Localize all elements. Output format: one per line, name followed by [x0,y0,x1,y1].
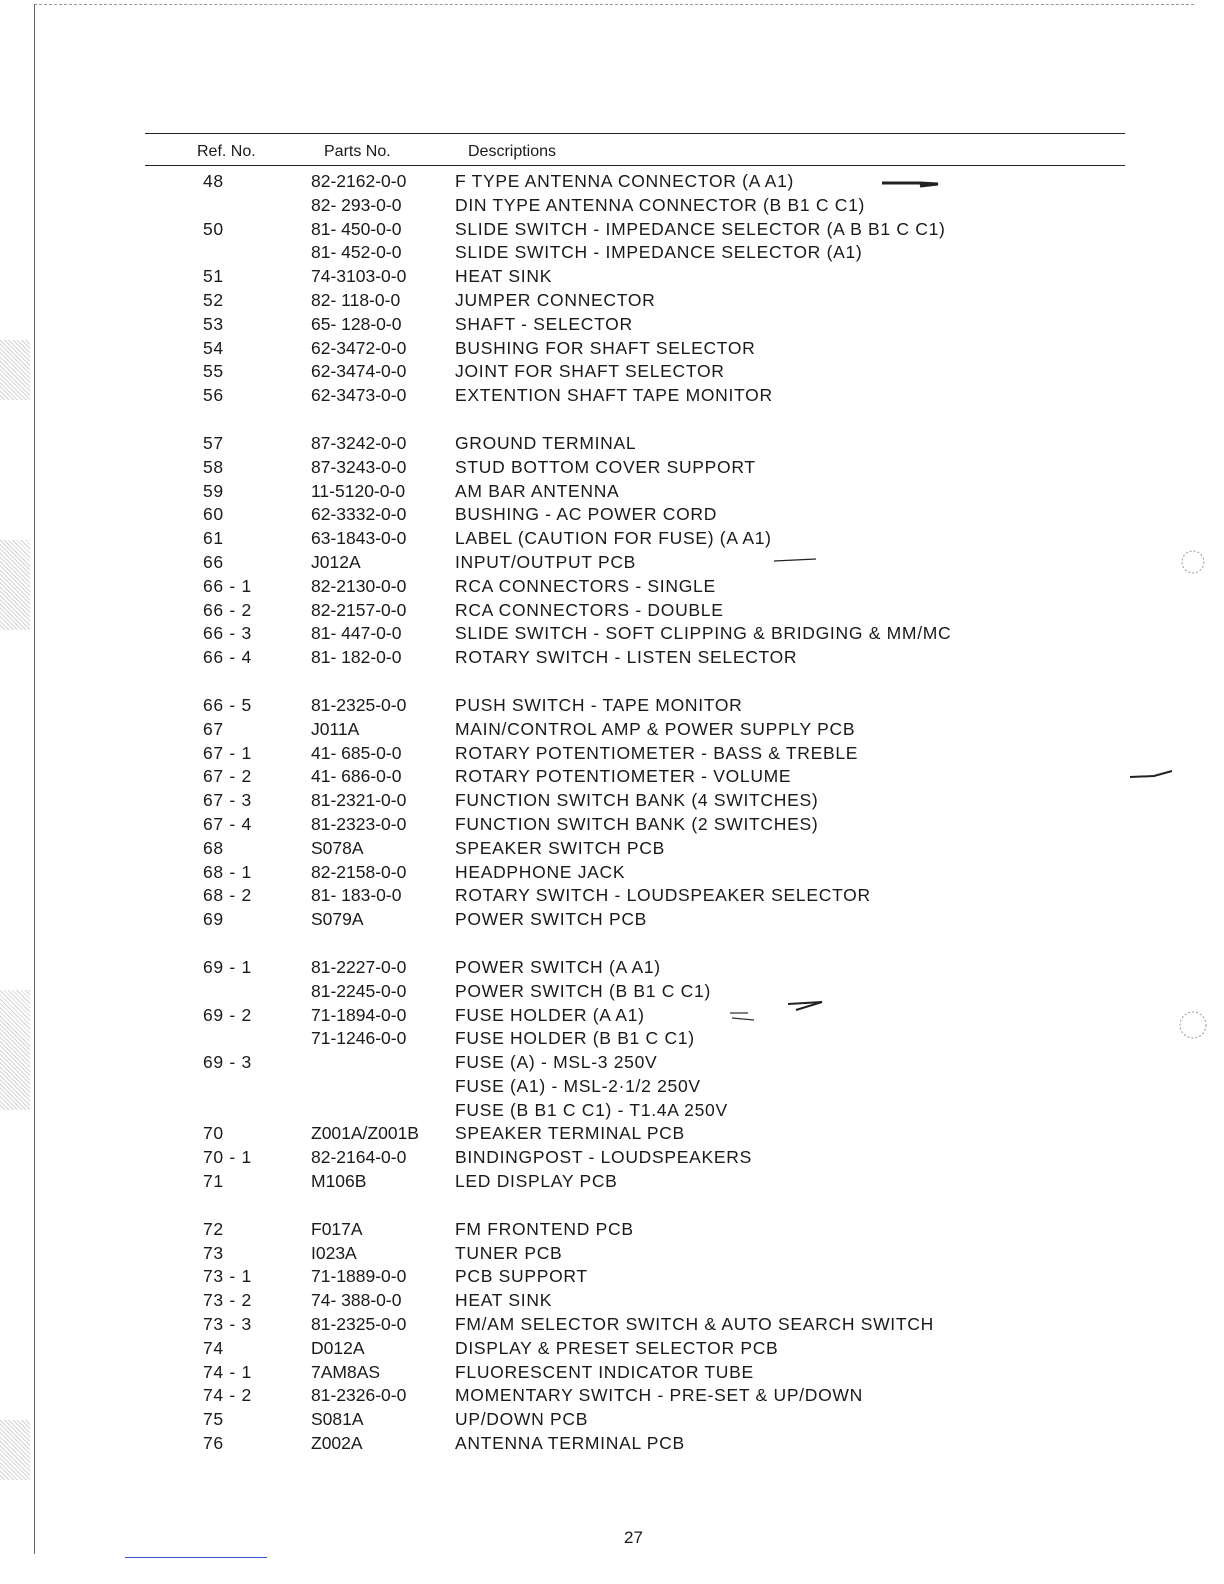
table-row [0,1314,1224,1338]
ref-no-cell: 70 [203,1123,224,1144]
parts-no-cell: S078A [311,837,364,858]
footer-line [125,1557,267,1558]
parts-no-cell: 81-2245-0-0 [311,980,407,1001]
table-row [0,766,1224,790]
ref-no-cell: 54 [203,337,224,358]
page-number: 27 [624,1528,643,1547]
parts-no-cell: 74- 388-0-0 [311,1290,402,1311]
table-row [0,1433,1224,1457]
parts-no-cell: 41- 685-0-0 [311,742,402,763]
table-row [0,647,1224,671]
parts-no-cell: 81- 183-0-0 [311,885,402,906]
parts-no-cell: 11-5120-0-0 [311,480,406,501]
ref-no-cell: 73 - 2 [203,1290,252,1311]
pen-mark [1128,768,1174,780]
table-row [0,1100,1224,1124]
table-row [0,528,1224,552]
parts-no-cell: M106B [311,1171,367,1192]
parts-no-cell: 71-1894-0-0 [311,1004,407,1025]
table-row [0,1219,1224,1243]
ref-no-cell: 69 [203,909,224,930]
table-row [0,1028,1224,1052]
description-cell: BUSHING FOR SHAFT SELECTOR [455,337,756,358]
parts-no-cell: 81- 182-0-0 [311,647,402,668]
table-row [0,1171,1224,1195]
ref-no-cell: 69 - 3 [203,1052,252,1073]
table-row [0,1409,1224,1433]
parts-no-cell: 71-1889-0-0 [311,1266,407,1287]
description-cell: ROTARY POTENTIOMETER - BASS & TREBLE [455,742,859,763]
description-cell: EXTENTION SHAFT TAPE MONITOR [455,385,773,406]
ref-no-cell: 69 - 1 [203,956,252,977]
table-row [0,481,1224,505]
description-cell: FM/AM SELECTOR SWITCH & AUTO SEARCH SWITCH [455,1314,934,1335]
parts-no-cell: J012A [311,551,361,572]
description-cell: FUSE HOLDER (A A1) [455,1004,645,1025]
ref-no-cell: 74 [203,1337,224,1358]
hole-punch-mark [1176,1008,1210,1042]
pen-mark [772,554,818,564]
ref-no-cell: 67 - 3 [203,790,252,811]
description-cell: ROTARY POTENTIOMETER - VOLUME [455,766,792,787]
parts-no-cell: Z002A [311,1433,363,1454]
table-row [0,1266,1224,1290]
parts-no-cell: 7AM8AS [311,1361,381,1382]
parts-no-cell: 82-2158-0-0 [311,861,407,882]
description-cell: UP/DOWN PCB [455,1409,589,1430]
header-descriptions: Descriptions [468,143,557,160]
table-row [0,314,1224,338]
table-row [0,1243,1224,1267]
ref-no-cell: 70 - 1 [203,1147,252,1168]
parts-no-cell: 62-3332-0-0 [311,504,407,525]
parts-no-cell: 82-2130-0-0 [311,575,407,596]
parts-no-cell: 81-2325-0-0 [311,694,407,715]
table-row [0,457,1224,481]
ref-no-cell: 73 [203,1242,224,1263]
ref-no-cell: 74 - 2 [203,1385,252,1406]
table-row [0,385,1224,409]
ref-no-cell: 76 [203,1433,224,1454]
parts-no-cell: Z001A/Z001B [311,1123,419,1144]
table-row [0,600,1224,624]
ref-no-cell: 66 - 3 [203,623,252,644]
table-row [0,504,1224,528]
parts-no-cell: 87-3242-0-0 [311,432,407,453]
description-cell: FUNCTION SWITCH BANK (4 SWITCHES) [455,790,819,811]
ref-no-cell: 66 - 2 [203,599,252,620]
table-row [0,171,1224,195]
description-cell: ROTARY SWITCH - LOUDSPEAKER SELECTOR [455,885,871,906]
ref-no-cell: 51 [203,266,224,287]
description-cell: JOINT FOR SHAFT SELECTOR [455,361,725,382]
ref-no-cell: 73 - 3 [203,1314,252,1335]
table-row [0,790,1224,814]
description-cell: PUSH SWITCH - TAPE MONITOR [455,694,743,715]
ref-no-cell: 60 [203,504,224,525]
parts-table [0,171,1224,1457]
description-cell: BINDINGPOST - LOUDSPEAKERS [455,1147,752,1168]
description-cell: FUSE (A1) - MSL-2·1/2 250V [455,1075,701,1096]
ref-no-cell: 67 - 4 [203,813,252,834]
ref-no-cell: 68 [203,837,224,858]
header-parts-no: Parts No. [324,143,391,160]
table-row [0,862,1224,886]
description-cell: MOMENTARY SWITCH - PRE-SET & UP/DOWN [455,1385,863,1406]
table-row [0,743,1224,767]
description-cell: SLIDE SWITCH - SOFT CLIPPING & BRIDGING & MM/MC [455,623,952,644]
description-cell: STUD BOTTOM COVER SUPPORT [455,456,756,477]
hole-punch-mark [1176,547,1210,577]
table-row [0,1290,1224,1314]
parts-no-cell: 81-2227-0-0 [311,956,407,977]
description-cell: AM BAR ANTENNA [455,480,620,501]
table-row [0,838,1224,862]
ref-no-cell: 73 - 1 [203,1266,252,1287]
description-cell: FUNCTION SWITCH BANK (2 SWITCHES) [455,813,819,834]
ref-no-cell: 66 - 1 [203,575,252,596]
description-cell: HEAT SINK [455,266,553,287]
ref-no-cell: 69 - 2 [203,1004,252,1025]
table-row [0,1147,1224,1171]
top-edge-rule [34,4,1194,5]
ref-no-cell: 68 - 1 [203,861,252,882]
table-header-rule [145,165,1125,166]
parts-no-cell: 65- 128-0-0 [311,313,402,334]
description-cell: FUSE (B B1 C C1) - T1.4A 250V [455,1099,728,1120]
table-row [0,1005,1224,1029]
pen-mark [726,998,830,1026]
parts-no-cell: 63-1843-0-0 [311,528,407,549]
ref-no-cell: 67 [203,718,224,739]
description-cell: SHAFT - SELECTOR [455,313,633,334]
ref-no-cell: 66 - 4 [203,647,252,668]
parts-no-cell: 81- 450-0-0 [311,218,402,239]
ref-no-cell: 58 [203,456,224,477]
ref-no-cell: 67 - 2 [203,766,252,787]
parts-no-cell: 82- 118-0-0 [311,289,401,310]
ref-no-cell: 72 [203,1218,224,1239]
table-row [0,623,1224,647]
parts-no-cell: D012A [311,1337,365,1358]
parts-no-cell: 81-2323-0-0 [311,813,407,834]
table-row [0,1338,1224,1362]
header-ref-no: Ref. No. [197,143,256,160]
table-row [0,266,1224,290]
parts-no-cell: 74-3103-0-0 [311,266,407,287]
parts-no-cell: 82- 293-0-0 [311,194,402,215]
table-row [0,1362,1224,1386]
description-cell: ANTENNA TERMINAL PCB [455,1433,685,1454]
parts-no-cell: 62-3474-0-0 [311,361,407,382]
description-cell: GROUND TERMINAL [455,432,637,453]
description-cell: TUNER PCB [455,1242,563,1263]
table-row [0,552,1224,576]
ref-no-cell: 53 [203,313,224,334]
table-row [0,1385,1224,1409]
table-row [0,814,1224,838]
parts-no-cell: 71-1246-0-0 [311,1028,407,1049]
description-cell: INPUT/OUTPUT PCB [455,551,637,572]
description-cell: LABEL (CAUTION FOR FUSE) (A A1) [455,528,772,549]
ref-no-cell: 50 [203,218,224,239]
description-cell: FUSE HOLDER (B B1 C C1) [455,1028,695,1049]
ref-no-cell: 66 - 5 [203,694,252,715]
description-cell: FLUORESCENT INDICATOR TUBE [455,1361,754,1382]
description-cell: F TYPE ANTENNA CONNECTOR (A A1) [455,171,795,191]
description-cell: HEADPHONE JACK [455,861,626,882]
description-cell: SPEAKER SWITCH PCB [455,837,665,858]
parts-no-cell: S081A [311,1409,364,1430]
table-row [0,219,1224,243]
description-cell: SLIDE SWITCH - IMPEDANCE SELECTOR (A1) [455,242,863,263]
table-row [0,957,1224,981]
description-cell: RCA CONNECTORS - DOUBLE [455,599,724,620]
parts-no-cell: F017A [311,1218,363,1239]
parts-no-cell: J011A [311,718,360,739]
table-row [0,242,1224,266]
ref-no-cell: 68 - 2 [203,885,252,906]
ref-no-cell: 59 [203,480,224,501]
table-row [0,695,1224,719]
parts-no-cell: 62-3472-0-0 [311,337,407,358]
description-cell: POWER SWITCH (B B1 C C1) [455,980,711,1001]
description-cell: RCA CONNECTORS - SINGLE [455,575,716,596]
table-row [0,719,1224,743]
ref-no-cell: 67 - 1 [203,742,252,763]
parts-no-cell: I023A [311,1242,357,1263]
description-cell: DIN TYPE ANTENNA CONNECTOR (B B1 C C1) [455,194,866,215]
table-row [0,1076,1224,1100]
description-cell: LED DISPLAY PCB [455,1171,618,1192]
parts-no-cell: 82-2162-0-0 [311,171,407,191]
description-cell: SLIDE SWITCH - IMPEDANCE SELECTOR (A B B1 C C1) [455,218,946,239]
ref-no-cell: 52 [203,289,224,310]
description-cell: HEAT SINK [455,1290,553,1311]
description-cell: ROTARY SWITCH - LISTEN SELECTOR [455,647,798,668]
description-cell: POWER SWITCH PCB [455,909,648,930]
table-row [0,433,1224,457]
table-row [0,361,1224,385]
table-row [0,1052,1224,1076]
table-row [0,195,1224,219]
table-top-rule [145,133,1125,134]
description-cell: BUSHING - AC POWER CORD [455,504,718,525]
pen-mark [880,176,940,190]
description-cell: DISPLAY & PRESET SELECTOR PCB [455,1337,779,1358]
ref-no-cell: 57 [203,432,224,453]
ref-no-cell: 75 [203,1409,224,1430]
parts-no-cell: S079A [311,909,364,930]
description-cell: FM FRONTEND PCB [455,1218,634,1239]
description-cell: PCB SUPPORT [455,1266,588,1287]
parts-no-cell: 81- 447-0-0 [311,623,402,644]
parts-no-cell: 81-2326-0-0 [311,1385,407,1406]
description-cell: SPEAKER TERMINAL PCB [455,1123,685,1144]
parts-no-cell: 62-3473-0-0 [311,385,407,406]
table-header [0,143,1224,163]
table-row [0,1123,1224,1147]
ref-no-cell: 56 [203,385,224,406]
table-row [0,981,1224,1005]
ref-no-cell: 61 [203,528,224,549]
description-cell: JUMPER CONNECTOR [455,289,656,310]
ref-no-cell: 48 [203,171,224,191]
parts-no-cell: 87-3243-0-0 [311,456,407,477]
table-row [0,338,1224,362]
ref-no-cell: 74 - 1 [203,1361,252,1382]
parts-no-cell: 82-2157-0-0 [311,599,407,620]
table-row [0,885,1224,909]
parts-no-cell: 81-2321-0-0 [311,790,407,811]
description-cell: POWER SWITCH (A A1) [455,956,661,977]
table-row [0,290,1224,314]
ref-no-cell: 55 [203,361,224,382]
parts-no-cell: 81- 452-0-0 [311,242,402,263]
ref-no-cell: 71 [203,1171,224,1192]
description-cell: MAIN/CONTROL AMP & POWER SUPPLY PCB [455,718,856,739]
table-row [0,576,1224,600]
parts-no-cell: 41- 686-0-0 [311,766,402,787]
table-row [0,909,1224,933]
description-cell: FUSE (A) - MSL-3 250V [455,1052,658,1073]
ref-no-cell: 66 [203,551,224,572]
parts-no-cell: 82-2164-0-0 [311,1147,407,1168]
parts-no-cell: 81-2325-0-0 [311,1314,407,1335]
